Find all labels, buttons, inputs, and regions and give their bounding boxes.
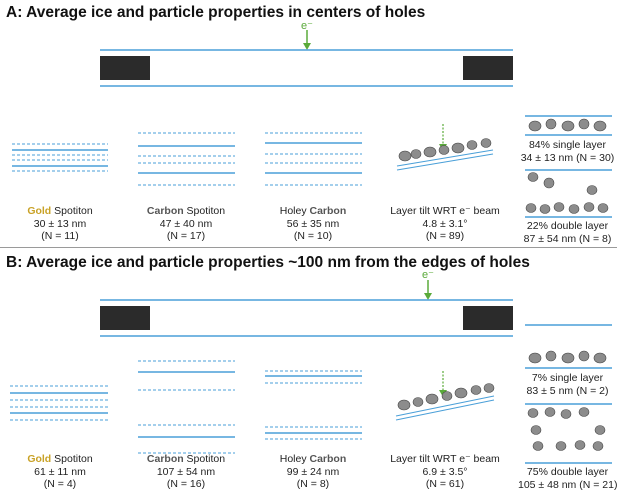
electron-beam-arrow-b [424,280,432,300]
support-block-left-b [100,306,150,330]
caption-holey-b [263,453,363,491]
caption-tilt-b [380,453,510,491]
caption-gold-a [10,205,110,243]
panel-divider [0,247,617,248]
caption-holey-b-name: Holey [279,453,310,465]
caption-holey-a-n: (N = 10) [293,230,333,242]
hole-cross-section-a [100,50,513,86]
caption-carbon-b-accent: Carbon [146,453,184,465]
holey-carbon-layers-b [265,371,362,439]
panel-a-title: A: Average ice and particle properties in centers of holes [6,4,426,21]
single-layer-b-thickness: 83 ± 5 nm (N = 2) [526,384,609,397]
carbon-spotiton-layers-a [138,133,235,185]
caption-carbon-b-name: Spotiton [183,453,226,465]
caption-tilt-a [380,205,510,243]
double-layer-a-thickness: 87 ± 54 nm (N = 8) [523,232,612,245]
caption-holey-a [263,205,363,243]
caption-gold-a-accent: Gold [27,205,52,217]
tilted-particle-layer-a [397,124,493,170]
caption-carbon-b-thickness: 107 ± 54 nm [156,465,216,478]
holey-carbon-layers-a [265,133,362,185]
caption-holey-a-accent: Carbon [309,205,347,217]
gold-layers-b [10,386,108,420]
caption-gold-a-name: Spotiton [51,205,93,217]
caption-carbon-a-n: (N = 17) [166,230,206,242]
caption-gold-b-n: (N = 4) [43,478,77,490]
single-layer-a-thickness: 34 ± 13 nm (N = 30) [520,151,615,164]
single-layer-b-label [518,372,617,397]
caption-carbon-b-n: (N = 16) [166,478,206,490]
single-layer-a-label [518,139,617,164]
caption-tilt-b-name: Layer tilt WRT e⁻ beam [390,453,500,465]
caption-gold-b-accent: Gold [27,453,52,465]
support-block-right-a [463,56,513,80]
caption-holey-b-n: (N = 8) [296,478,330,490]
double-layer-b-pct: 75% double layer [526,466,609,478]
single-layer-b [525,325,612,368]
caption-carbon-a-accent: Carbon [146,205,184,217]
caption-carbon-a [136,205,236,243]
caption-carbon-a-name: Spotiton [183,205,226,217]
double-layer-a-pct: 22% double layer [526,220,609,232]
caption-tilt-b-n: (N = 61) [425,478,465,490]
support-block-right-b [463,306,513,330]
caption-holey-a-name: Holey [279,205,310,217]
caption-tilt-b-value: 6.9 ± 3.5° [422,465,468,478]
caption-carbon-b [136,453,236,491]
support-block-left-a [100,56,150,80]
double-layer-a [525,170,612,217]
single-layer-a-pct: 84% single layer [528,139,607,151]
caption-tilt-a-value: 4.8 ± 3.1° [422,217,468,230]
caption-gold-a-thickness: 30 ± 13 nm [33,217,87,230]
caption-gold-b-name: Spotiton [51,453,93,465]
caption-carbon-a-thickness: 47 ± 40 nm [159,217,213,230]
hole-cross-section-b [100,300,513,336]
panel-b-title: B: Average ice and particle properties ~100 nm from the edges of holes [6,254,530,271]
double-layer-b-thickness: 105 ± 48 nm (N = 21) [518,478,617,491]
caption-gold-b [10,453,110,491]
single-layer-a [525,116,612,135]
caption-holey-b-accent: Carbon [309,453,347,465]
double-layer-a-label [518,220,617,245]
beam-label-b: e⁻ [422,269,434,281]
caption-gold-a-n: (N = 11) [41,230,79,242]
single-layer-b-pct: 7% single layer [531,372,604,384]
double-layer-b [525,404,612,463]
caption-gold-b-thickness: 61 ± 11 nm [34,465,86,478]
beam-label-a: e⁻ [301,20,313,32]
caption-tilt-a-n: (N = 89) [425,230,465,242]
caption-tilt-a-name: Layer tilt WRT e⁻ beam [390,205,500,217]
gold-layers-a [12,144,108,171]
caption-holey-b-thickness: 99 ± 24 nm [286,465,340,478]
carbon-spotiton-layers-b [138,361,235,453]
tilted-particle-layer-b [396,371,494,420]
electron-beam-arrow-a [303,30,311,50]
caption-holey-a-thickness: 56 ± 35 nm [286,217,340,230]
double-layer-b-label [518,466,617,491]
